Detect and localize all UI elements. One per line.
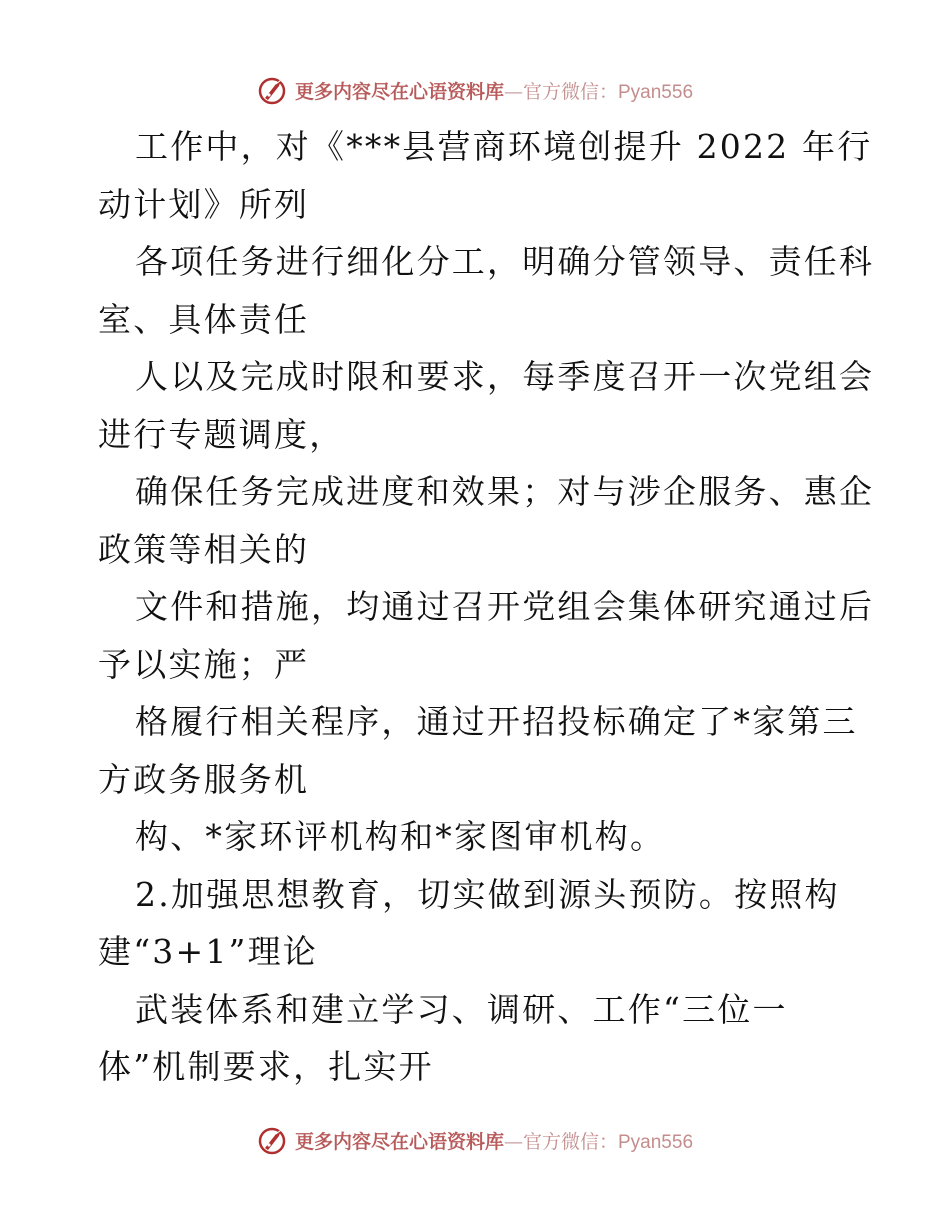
header-banner-text [295, 77, 693, 104]
body-line: 工作中，对《***县营商环境创提升 2022 年行 [135, 127, 873, 166]
body-line: 室、具体责任 [98, 299, 310, 339]
site-name: 更多内容尽在心语资料库 [294, 1130, 504, 1153]
body-line: 构、*家环评机构和*家图审机构。 [135, 817, 666, 856]
body-line: 格履行相关程序，通过开招投标确定了*家第三 [135, 702, 858, 741]
body-line: 各项任务进行细化分工，明确分管领导、责任科 [135, 242, 875, 281]
footer-banner-text [295, 1127, 693, 1154]
body-line: 体”机制要求，扎实开 [98, 1047, 434, 1086]
body-line: 政策等相关的 [98, 529, 310, 569]
banner-dash: — [503, 80, 523, 103]
footer-banner [0, 1120, 950, 1160]
body-line: 确保任务完成进度和效果；对与涉企服务、惠企 [135, 472, 875, 511]
contact-label: 官方微信： [522, 1130, 618, 1153]
pen-nib-circle-logo-icon [257, 74, 289, 106]
body-line: 予以实施；严 [98, 644, 310, 684]
body-line: 武装体系和建立学习、调研、工作“三位一 [135, 989, 788, 1029]
site-name: 更多内容尽在心语资料库 [294, 80, 504, 103]
body-line: 进行专题调度， [98, 414, 345, 454]
document-body [98, 118, 875, 1096]
wechat-id: Pyan556 [618, 81, 694, 103]
body-line: 建“3+1”理论 [98, 932, 318, 971]
body-line: 动计划》所列 [98, 184, 310, 224]
banner-dash: — [503, 1130, 523, 1153]
body-line: 人以及完成时限和要求，每季度召开一次党组会 [135, 357, 875, 396]
pen-nib-circle-logo-icon [257, 1124, 289, 1156]
header-banner [0, 70, 950, 110]
wechat-id: Pyan556 [618, 1131, 694, 1153]
body-line: 方政务服务机 [98, 759, 310, 799]
body-line: 2.加强思想教育，切实做到源头预防。按照构 [135, 874, 840, 914]
contact-label: 官方微信： [522, 80, 618, 103]
body-line: 文件和措施，均通过召开党组会集体研究通过后 [135, 587, 875, 626]
